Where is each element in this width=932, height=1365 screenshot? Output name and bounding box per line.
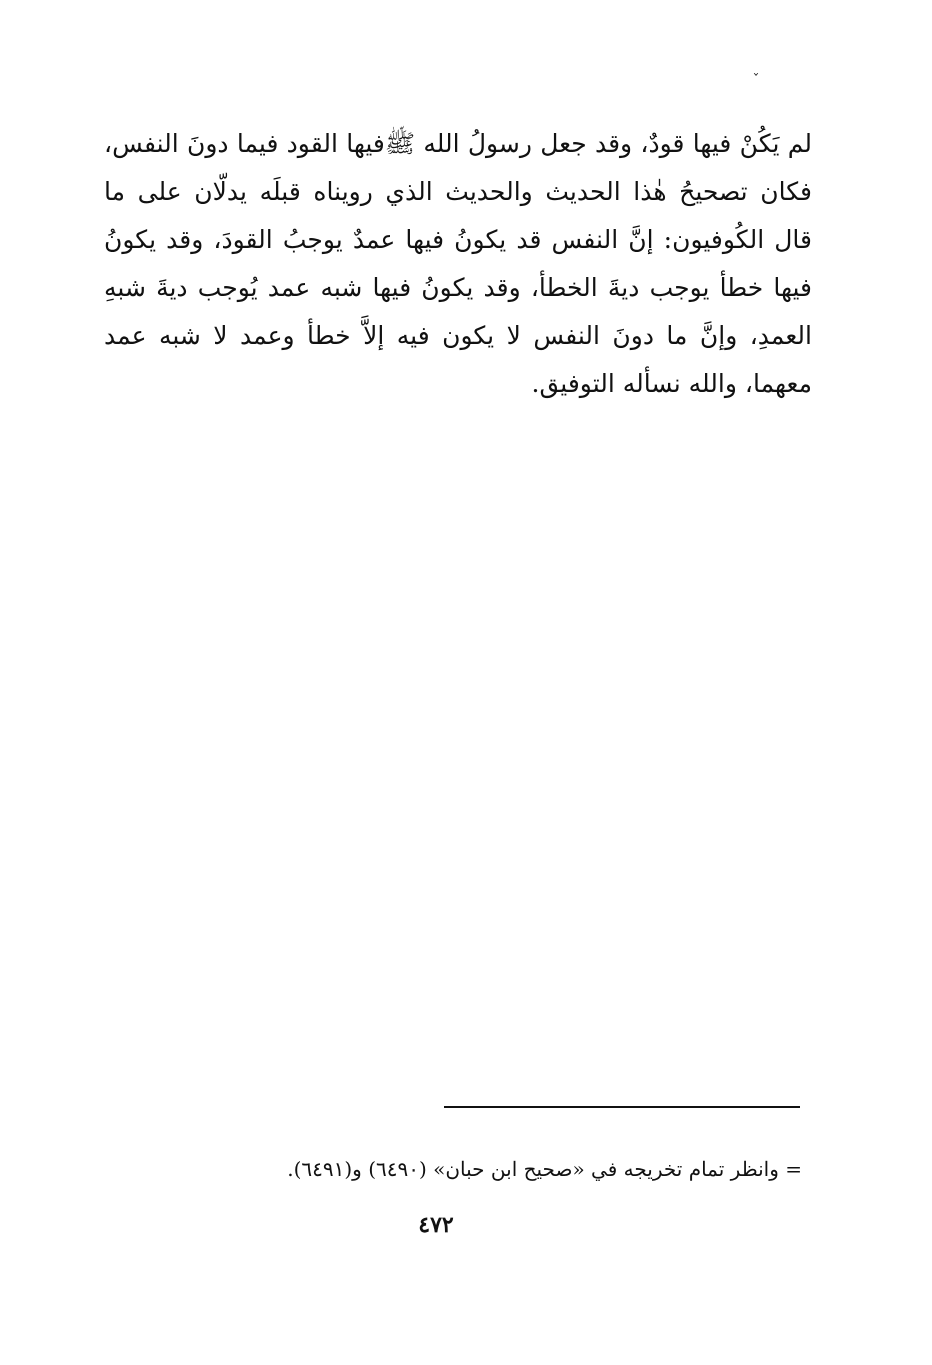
paragraph-line-1: لم يَكُنْ فيها قودٌ، وقد جعل رسولُ الله ﷺفيها القود فيما دونَ النفس،	[104, 129, 812, 158]
paragraph-line-4: فيها خطأ يوجب ديةَ الخطأ، وقد يكونُ فيها شبه عمد يُوجب ديةَ شبهِ	[104, 273, 812, 302]
footnote: = وانظر تمام تخريجه في «صحيح ابن حبان» (٦٤٩٠) و(٦٤٩١).	[287, 1157, 802, 1181]
page-number: ٤٧٢	[418, 1212, 454, 1238]
main-paragraph	[104, 120, 812, 408]
top-mark: ˇ	[752, 72, 760, 88]
paragraph-line-5: العمدِ، وإنَّ ما دونَ النفس لا يكون فيه إلاَّ خطأ وعمد لا شبه عمد	[104, 321, 812, 350]
paragraph-line-2: فكان تصحيحُ هٰذا الحديث والحديث الذي رويناه قبلَه يدلّان على ما	[104, 177, 812, 206]
paragraph-line-3: قال الكُوفيون: إنَّ النفس قد يكونُ فيها عمدٌ يوجبُ القودَ، وقد يكونُ	[104, 225, 812, 254]
paragraph-line-6: معهما، والله نسأله التوفيق.	[531, 369, 812, 398]
footnote-divider	[444, 1106, 800, 1108]
